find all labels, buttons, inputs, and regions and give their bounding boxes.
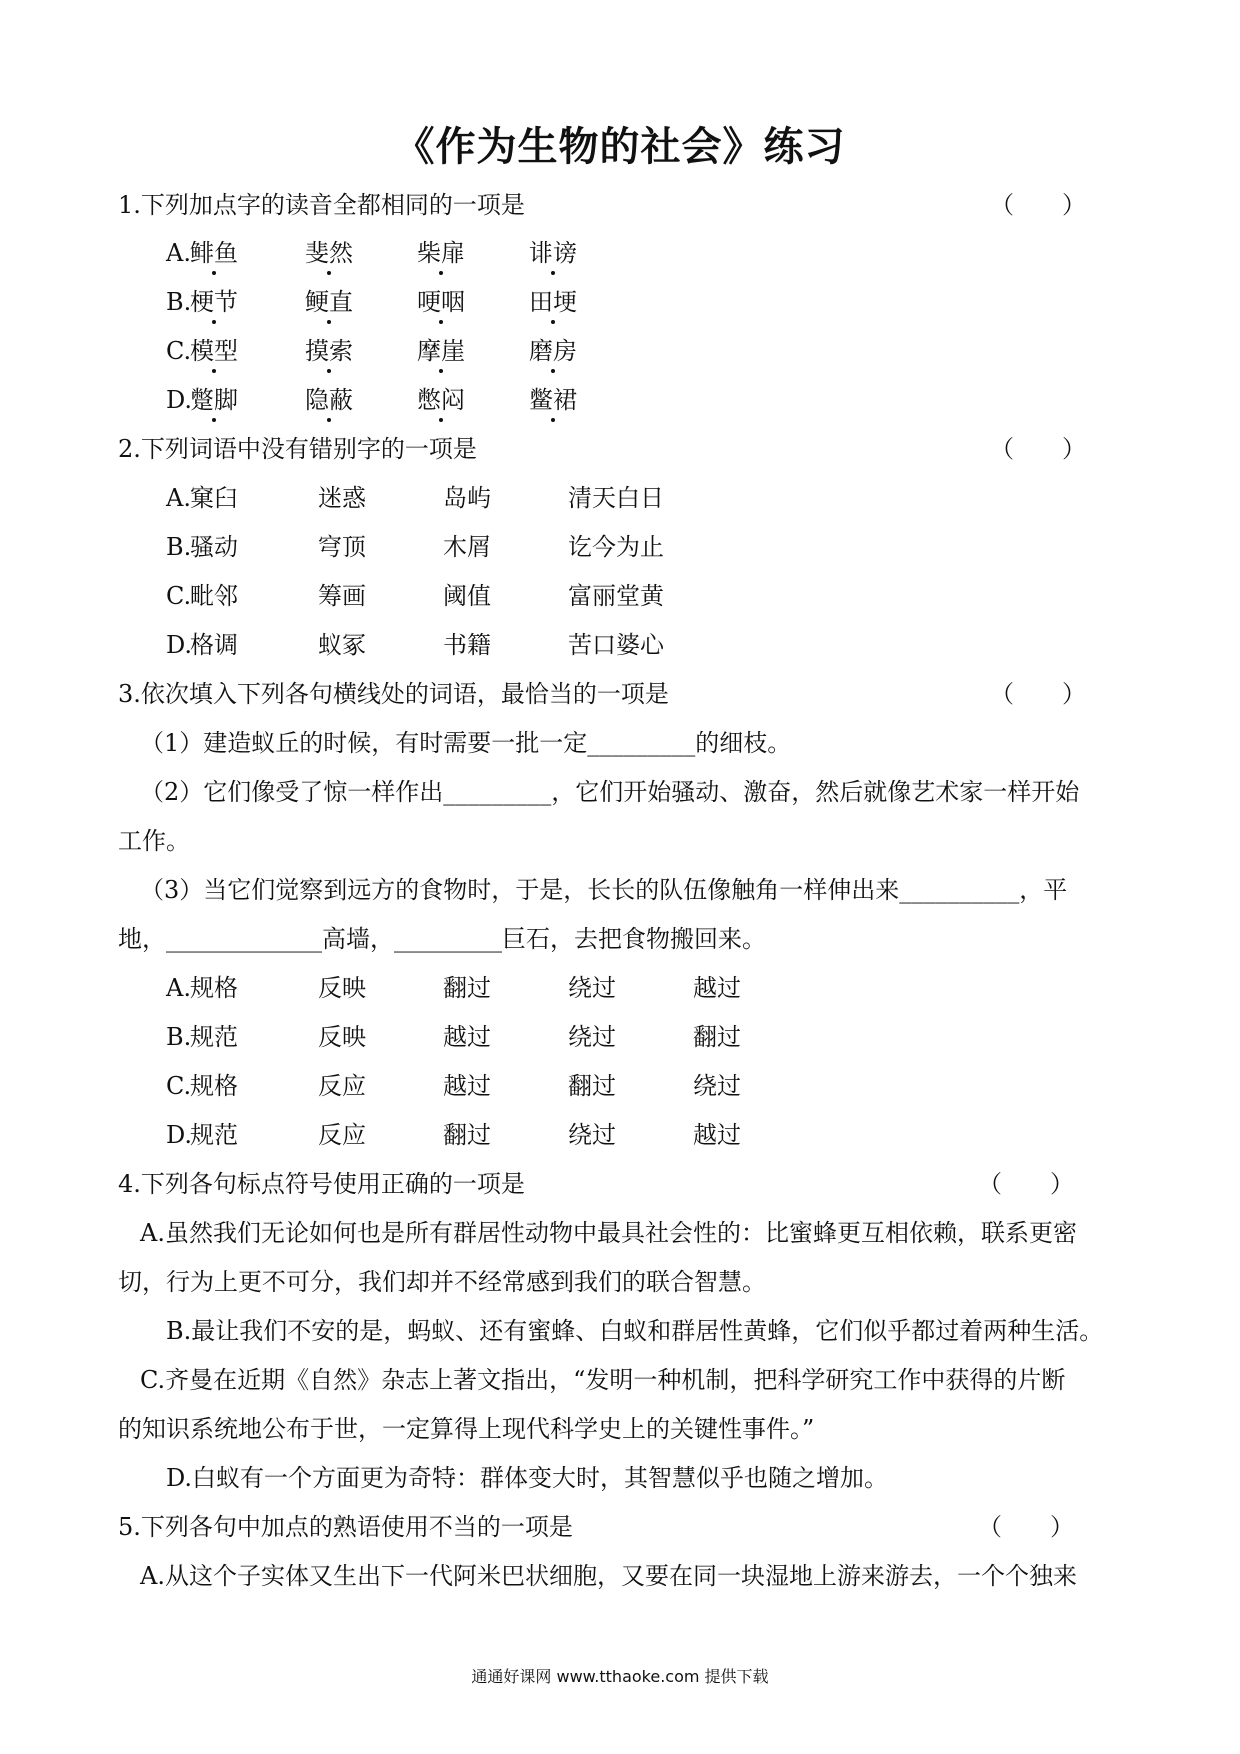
q3-a-word-5: 越过	[693, 974, 741, 1002]
q1-d-word-1: 蹩脚	[190, 386, 238, 414]
q2-b-word-2: 穹顶	[318, 533, 366, 561]
question-5-stem: 5.下列各句中加点的熟语使用不当的一项是	[118, 1513, 573, 1541]
q2-option-label: C.	[166, 582, 192, 610]
q3-a-word-1: 规格	[190, 974, 238, 1002]
q2-c-word-2: 筹画	[318, 582, 366, 610]
q1-c-word-4: 磨房	[529, 337, 577, 365]
q1-d-word-4: 鳖裙	[529, 386, 577, 414]
q4-option-c-line-1: C.齐曼在近期《自然》杂志上著文指出，“发明一种机制，把科学研究工作中获得的片断	[140, 1366, 1066, 1394]
q4-option-d: D.白蚁有一个方面更为奇特：群体变大时，其智慧似乎也随之增加。	[166, 1464, 889, 1492]
q2-a-word-2: 迷惑	[318, 484, 366, 512]
q3-c-word-2: 反应	[318, 1072, 366, 1100]
q3-sentence-2-line-2: 工作。	[118, 827, 190, 855]
q4-option-a-line-1: A.虽然我们无论如何也是所有群居性动物中最具社会性的：比蜜蜂更互相依赖，联系更密	[140, 1219, 1077, 1247]
q4-option-b: B.最让我们不安的是，蚂蚁、还有蜜蜂、白蚁和群居性黄蜂，它们似乎都过着两种生活。	[166, 1317, 1104, 1345]
q3-c-word-5: 绕过	[693, 1072, 741, 1100]
q1-b-word-1: 梗节	[190, 288, 238, 316]
q1-option-label: D.	[166, 386, 193, 414]
q2-b-word-4: 讫今为止	[568, 533, 664, 561]
q3-b-word-1: 规范	[190, 1023, 238, 1051]
q5-option-a-line-1: A.从这个子实体又生出下一代阿米巴状细胞，又要在同一块湿地上游来游去，一个个独来	[140, 1562, 1077, 1590]
q2-d-word-3: 书籍	[443, 631, 491, 659]
q2-d-word-2: 蚁冢	[318, 631, 366, 659]
q3-b-word-3: 越过	[443, 1023, 491, 1051]
q1-option-label: C.	[166, 337, 192, 365]
q1-a-word-3: 柴扉	[417, 239, 465, 267]
q2-option-label: D.	[166, 631, 193, 659]
q3-b-word-2: 反映	[318, 1023, 366, 1051]
q1-d-word-3: 憋闷	[417, 386, 465, 414]
q3-sentence-3-line-1: （3）当它们觉察到远方的食物时，于是，长长的队伍像触角一样伸出来__________，平	[140, 876, 1068, 904]
question-3-stem: 3.依次填入下列各句横线处的词语，最恰当的一项是	[118, 680, 669, 708]
q1-a-word-2: 斐然	[305, 239, 353, 267]
q2-d-word-4: 苦口婆心	[568, 631, 664, 659]
q2-b-word-3: 木屑	[443, 533, 491, 561]
q2-a-word-3: 岛屿	[443, 484, 491, 512]
q2-c-word-4: 富丽堂黄	[568, 582, 664, 610]
q2-b-word-1: 骚动	[190, 533, 238, 561]
q3-d-word-3: 翻过	[443, 1121, 491, 1149]
q1-b-word-4: 田埂	[529, 288, 577, 316]
page-title: 《作为生物的社会》练习	[394, 124, 846, 170]
answer-blank-5: （ ）	[978, 1513, 1074, 1541]
q1-b-word-3: 哽咽	[417, 288, 465, 316]
q3-c-word-4: 翻过	[568, 1072, 616, 1100]
q3-d-word-4: 绕过	[568, 1121, 616, 1149]
q3-a-word-4: 绕过	[568, 974, 616, 1002]
page-footer: 通通好课网 www.tthaoke.com 提供下载	[471, 1667, 769, 1686]
q1-a-word-1: 鲱鱼	[190, 239, 238, 267]
q3-option-label: D.	[166, 1121, 193, 1149]
q3-sentence-2-line-1: （2）它们像受了惊一样作出_________，它们开始骚动、激奋，然后就像艺术家一样开始	[140, 778, 1080, 806]
question-1-stem: 1.下列加点字的读音全都相同的一项是	[118, 191, 525, 219]
q1-c-word-1: 模型	[190, 337, 238, 365]
q3-c-word-3: 越过	[443, 1072, 491, 1100]
q1-option-label: B.	[166, 288, 192, 316]
q3-option-label: B.	[166, 1023, 192, 1051]
q1-d-word-2: 隐蔽	[305, 386, 353, 414]
q2-c-word-1: 毗邻	[190, 582, 238, 610]
q3-sentence-3-line-2: 地，_____________高墙，_________巨石，去把食物搬回来。	[118, 925, 766, 953]
q4-option-a-line-2: 切，行为上更不可分，我们却并不经常感到我们的联合智慧。	[118, 1268, 766, 1296]
q3-a-word-2: 反映	[318, 974, 366, 1002]
q3-sentence-1: （1）建造蚁丘的时候，有时需要一批一定_________的细枝。	[140, 729, 792, 757]
q4-option-c-line-2: 的知识系统地公布于世，一定算得上现代科学史上的关键性事件。”	[118, 1415, 815, 1443]
q2-option-label: B.	[166, 533, 192, 561]
q1-option-label: A.	[166, 239, 191, 267]
answer-blank-4: （ ）	[978, 1170, 1074, 1198]
q3-option-label: A.	[166, 974, 191, 1002]
q3-d-word-5: 越过	[693, 1121, 741, 1149]
q3-c-word-1: 规格	[190, 1072, 238, 1100]
q1-b-word-2: 鲠直	[305, 288, 353, 316]
q3-option-label: C.	[166, 1072, 192, 1100]
q2-a-word-4: 清天白日	[568, 484, 664, 512]
q3-b-word-4: 绕过	[568, 1023, 616, 1051]
q1-a-word-4: 诽谤	[529, 239, 577, 267]
q1-c-word-2: 摸索	[305, 337, 353, 365]
q3-d-word-1: 规范	[190, 1121, 238, 1149]
question-2-stem: 2.下列词语中没有错别字的一项是	[118, 435, 477, 463]
q2-c-word-3: 阈值	[443, 582, 491, 610]
q3-a-word-3: 翻过	[443, 974, 491, 1002]
q2-option-label: A.	[166, 484, 191, 512]
answer-blank-1: （ ）	[990, 191, 1086, 219]
answer-blank-2: （ ）	[990, 435, 1086, 463]
q3-d-word-2: 反应	[318, 1121, 366, 1149]
q2-d-word-1: 格调	[190, 631, 238, 659]
q2-a-word-1: 窠臼	[190, 484, 238, 512]
q1-c-word-3: 摩崖	[417, 337, 465, 365]
question-4-stem: 4.下列各句标点符号使用正确的一项是	[118, 1170, 525, 1198]
q3-b-word-5: 翻过	[693, 1023, 741, 1051]
answer-blank-3: （ ）	[990, 680, 1086, 708]
